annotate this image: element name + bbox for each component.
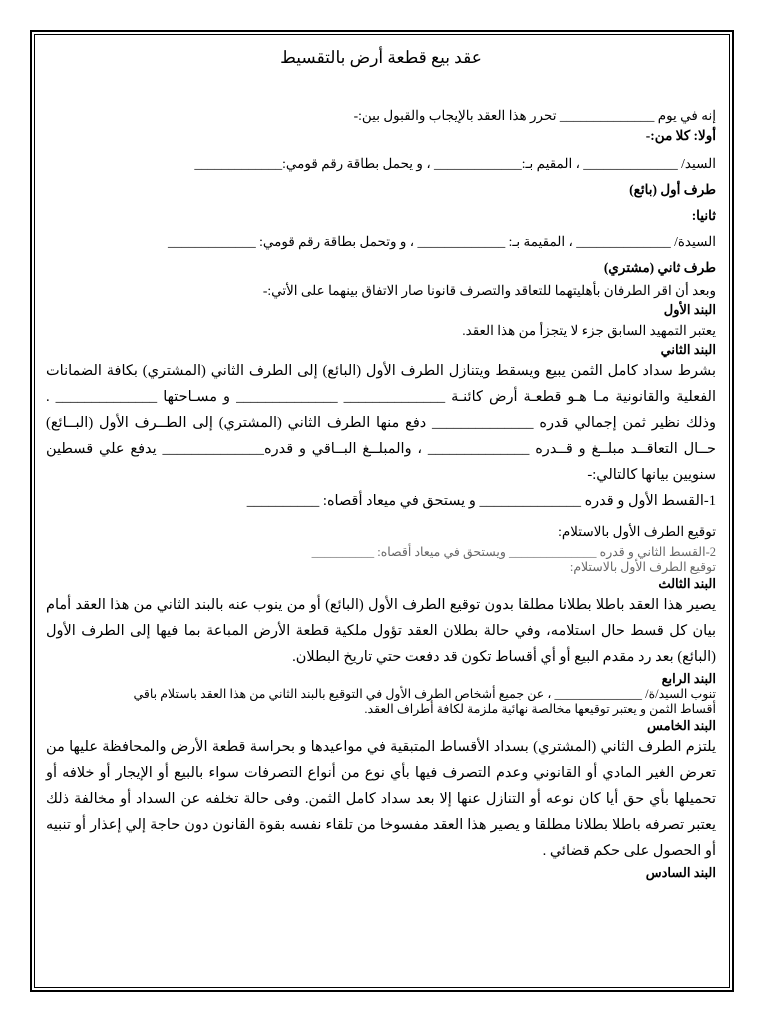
clause-2-installment-2: 2-القسط الثاني و قدره ______________ ويستحق في ميعاد أقصاه: __________ (311, 545, 716, 559)
clause-3-title: البند الثالث (658, 576, 716, 591)
document-title: عقد بيع قطعة أرض بالتقسيط (280, 48, 482, 67)
clause-4-line-1: تنوب السيد/ة/ ______________ ، عن جميع أشخاص الطرف الأول في التوقيع بالبند الثاني من هذا العقد باستلام باقي (133, 687, 716, 701)
first-party-line: السيد/ ______________ ، المقيم بـ:_____________ ، و يحمل بطاقة رقم قومي:_____________ (194, 156, 716, 171)
first-party-label: طرف أول (بائع) (629, 182, 716, 197)
clause-1-text: يعتبر التمهيد السابق جزء لا يتجزأ من هذا العقد. (462, 323, 716, 338)
clause-2-signature-1: توقيع الطرف الأول بالاستلام: (558, 524, 716, 539)
clause-1-title: البند الأول (663, 302, 716, 317)
contract-document (46, 48, 716, 881)
second-heading: ثانيا: (691, 208, 716, 223)
clause-3-text: يصير هذا العقد باطلا بطلانا مطلقا بدون توقيع الطرف الأول (البائع) أو من ينوب عنه بالبند الثاني من هذا العقد أمام بيان كل قسط حال استلامه، وفي حالة بطلان العقد تؤول ملكية قطعة الأرض المباعة بما فيها إلى الطرف الأول (البائع) بعد رد مقدم البيع أو أي أقساط تكون قد دفعت حتي تاريخ البطلان. (46, 597, 716, 665)
intro-line: إنه في يوم ______________ تحرر هذا العقد بالإيجاب والقبول بين:- (353, 108, 716, 123)
clause-5-title: البند الخامس (647, 718, 716, 733)
second-party-label: طرف ثاني (مشتري) (603, 260, 716, 275)
clause-6-title: البند السادس (645, 865, 716, 880)
clause-4-line-2: أقساط الثمن و يعتبر توقيعها مخالصة نهائية ملزمة لكافة أطراف العقد. (364, 702, 716, 716)
first-heading: أولا: كلا من:- (645, 128, 716, 143)
clause-2-title: البند الثاني (660, 342, 716, 357)
second-party-line: السيدة/ ______________ ، المقيمة بـ: _____________ ، و وتحمل بطاقة رقم قومي: _____________ (168, 234, 716, 249)
clause-4-title: البند الرابع (661, 671, 716, 686)
clause-2-paragraph: بشرط سداد كامل الثمن يبيع ويسقط ويتنازل الطرف الأول (البائع) إلى الطرف الثاني (المشتري) بكافة الضمانات الفعلية والقانونية مـا هـو قطعـة أرض كائنـة ______________ ______________ و مسـاحتها ______________ . وذلك نظير ثمن إجمالي قدره ______________ دفع منها الطرف الثاني (المشتري) إلى الطــرف الأول (البــائع) حــال التعاقــد مبلــغ و قــدره ______________ ، والمبلــغ البــاقي و قدره______________ يدفع علي قسطين سنويين بيانها كالتالي:- (46, 363, 716, 483)
clause-2-installment-1: 1-القسط الأول و قدره ______________ و يستحق في ميعاد أقصاه: __________ (246, 493, 716, 509)
clause-2-signature-2: توقيع الطرف الأول بالاستلام: (569, 560, 716, 574)
clause-5-text: يلتزم الطرف الثاني (المشتري) بسداد الأقساط المتبقية في مواعيدها و بحراسة قطعة الأرض والمحافظة عليها من تعرض الغير المادي أو القانوني وعدم التصرف فيها بأي نوع من أنواع التصرفات سواء بالبيع أو الإيجار أو خلافه أو تحميلها بأي حق أيا كان نوعه أو التنازل عنها إلا بعد سداد كامل الثمن. وفى حالة تخلفه عن السداد أو مخالفة ذلك يعتبر تصرفه باطلا بطلانا مطلقا و يصير هذا العقد مفسوخا من تلقاء نفسه بقوة القانون دون حاجة إلي إعذار أو تنبيه أو الحصول على حكم قضائي . (46, 739, 716, 859)
preamble: وبعد أن اقر الطرفان بأهليتهما للتعاقد والتصرف قانونا صار الاتفاق بينهما على الأتي:- (262, 283, 716, 298)
